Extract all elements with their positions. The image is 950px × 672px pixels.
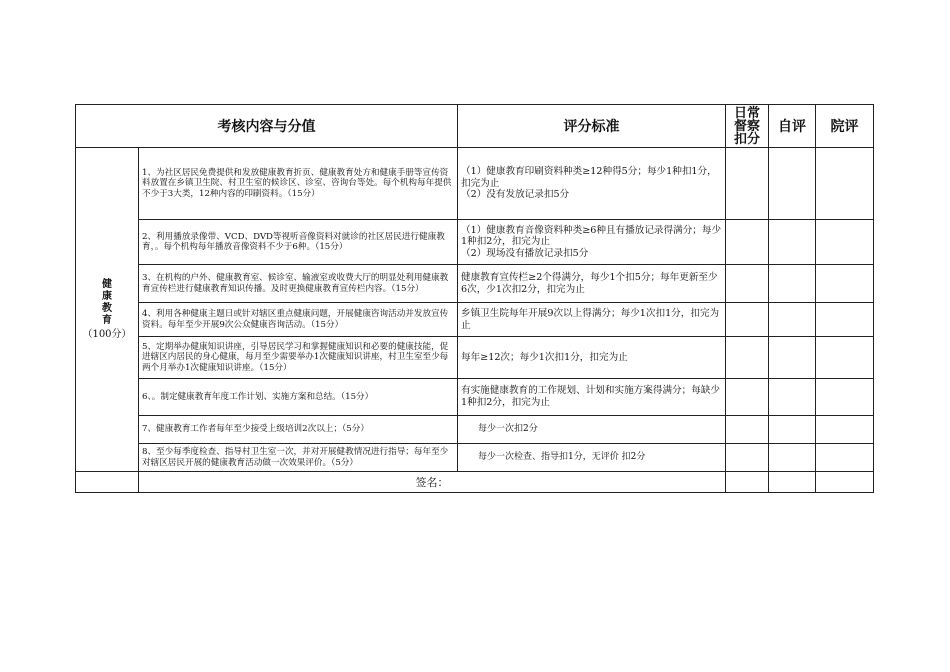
criteria-line: 乡镇卫生院每年开展9次以上得满分；每少1次扣1分，扣完为止 (461, 307, 720, 331)
category-char: 康 (102, 290, 112, 302)
self-eval-cell[interactable] (769, 379, 816, 416)
category-cell (76, 148, 139, 472)
table-row (76, 337, 874, 379)
daily-deduction-cell[interactable] (726, 220, 769, 265)
criteria-line: （2）没有发放记录扣5分 (461, 189, 570, 201)
criteria-line: 每少一次检查、指导扣1分，无评价 扣2分 (478, 451, 646, 462)
criteria-cell (458, 379, 726, 416)
category-score: （100分） (82, 328, 132, 340)
assessment-table (75, 104, 874, 493)
category-char: 健 (102, 278, 112, 290)
self-eval-cell[interactable] (769, 303, 816, 337)
item-text: 8、至少每季度检查、指导村卫生室一次，并对开展健教情况进行指导；每年至少对辖区居民开展的健康教育活动做一次效果评价。（5分） (139, 444, 458, 472)
hospital-eval-cell[interactable] (816, 444, 874, 472)
hospital-eval-cell[interactable] (816, 337, 874, 379)
hospital-eval-cell[interactable] (816, 303, 874, 337)
daily-deduction-cell[interactable] (726, 444, 769, 472)
self-eval-cell[interactable] (769, 416, 816, 444)
signature-left-cell (76, 472, 139, 493)
hospital-eval-cell[interactable] (816, 148, 874, 220)
daily-deduction-cell[interactable] (726, 379, 769, 416)
header-daily-line-2: 督察 (733, 118, 760, 134)
table-row (76, 220, 874, 265)
header-daily-line-1: 日常 (733, 105, 760, 121)
header-daily-line-3: 扣分 (733, 131, 760, 147)
signature-hospital-cell[interactable] (816, 472, 874, 493)
category-char: 教 (102, 302, 112, 314)
item-text: 7、健康教育工作者每年至少接受上级培训2次以上；（5分） (139, 416, 458, 444)
self-eval-cell[interactable] (769, 265, 816, 303)
daily-deduction-cell[interactable] (726, 148, 769, 220)
table-row (76, 379, 874, 416)
self-eval-cell[interactable] (769, 444, 816, 472)
criteria-line: 每年≥12次；每少1次扣1分，扣完为止 (461, 351, 628, 363)
hospital-eval-cell[interactable] (816, 379, 874, 416)
criteria-cell (458, 303, 726, 337)
daily-deduction-cell[interactable] (726, 337, 769, 379)
hospital-eval-cell[interactable] (816, 220, 874, 265)
daily-deduction-cell[interactable] (726, 416, 769, 444)
criteria-line: 有实施健康教育的工作规划、计划和实施方案得满分；每缺少1种扣2分，扣完为止 (461, 385, 721, 408)
table-row (76, 416, 874, 444)
signature-self-cell[interactable] (769, 472, 816, 493)
criteria-line: （1）健康教育音像资料种类≥6种且有播放记录得满分；每少1种扣2分，扣完为止 (461, 224, 722, 248)
item-text: 1、为社区居民免费提供和发放健康教育折页、健康教育处方和健康手册等宣传资料放置在乡镇卫生院、村卫生室的候诊区、诊室、咨询台等处。每个机构每年提供不少于3大类，12种内容的印刷资料。（15分） (139, 148, 458, 220)
criteria-cell (458, 416, 726, 444)
criteria-cell (458, 220, 726, 265)
criteria-line: （2）现场没有播放记录扣5分 (461, 247, 589, 259)
table-row (76, 303, 874, 337)
table-row (76, 148, 874, 220)
self-eval-cell[interactable] (769, 220, 816, 265)
daily-deduction-cell[interactable] (726, 265, 769, 303)
criteria-cell (458, 337, 726, 379)
criteria-line: 每少一次扣2分 (478, 423, 538, 434)
signature-row (76, 472, 874, 493)
header-self-eval: 自评 (769, 105, 816, 148)
criteria-cell (458, 148, 726, 220)
header-criteria: 评分标准 (458, 105, 726, 148)
signature-label[interactable]: 签名： (139, 472, 726, 493)
criteria-cell (458, 444, 726, 472)
hospital-eval-cell[interactable] (816, 416, 874, 444)
item-text: 2、利用播放录像带、VCD、DVD等视听音像资料对就诊的社区居民进行健康教育，。每个机构每年播放音像资料不少于6种。（15分） (139, 220, 458, 265)
item-text: 5、定期举办健康知识讲座，引导居民学习和掌握健康知识和必要的健康技能，促进辖区内居民的身心健康，每月至少需要举办1次健康知识讲座，村卫生室至少每两个月举办1次健康知识讲座。（15分） (139, 337, 458, 379)
header-hospital-eval: 院评 (816, 105, 874, 148)
hospital-eval-cell[interactable] (816, 265, 874, 303)
criteria-line: （1）健康教育印刷资料种类≥12种得5分；每少1种扣1分，扣完为止 (461, 166, 717, 189)
table-row (76, 265, 874, 303)
header-content: 考核内容与分值 (76, 105, 458, 148)
header-row (76, 105, 874, 148)
item-text: 4、利用各种健康主题日或针对辖区重点健康问题，开展健康咨询活动并发放宣传资料。每年至少开展9次公众健康咨询活动。（15分） (139, 303, 458, 337)
daily-deduction-cell[interactable] (726, 303, 769, 337)
item-text: 3、在机构的户外、健康教育室、候诊室、输液室或收费大厅的明显处利用健康教育宣传栏进行健康教育知识传播。及时更换健康教育宣传栏内容。（15分） (139, 265, 458, 303)
criteria-line: 健康教育宣传栏≥2个得满分，每少1个扣5分；每年更新至少6次，少1次扣2分，扣完为止 (461, 271, 718, 295)
self-eval-cell[interactable] (769, 337, 816, 379)
item-text: 6、。制定健康教育年度工作计划、实施方案和总结。（15分） (139, 379, 458, 416)
criteria-cell (458, 265, 726, 303)
signature-daily-cell[interactable] (726, 472, 769, 493)
self-eval-cell[interactable] (769, 148, 816, 220)
header-daily-deduction (726, 105, 769, 148)
table-row (76, 444, 874, 472)
category-char: 育 (102, 314, 112, 326)
